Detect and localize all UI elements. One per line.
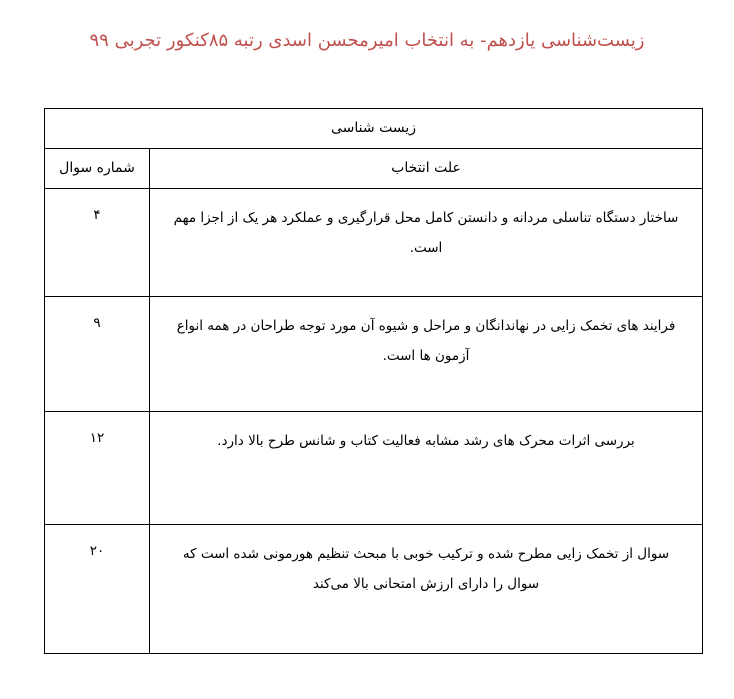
column-header-number-label: شماره سوال bbox=[59, 160, 135, 176]
reason-cell: ساختار دستگاه تناسلی مردانه و دانستن کامل محل قرارگیری و عملکرد هر یک از اجزا مهم است. bbox=[150, 189, 703, 297]
question-table-container bbox=[45, 108, 703, 654]
question-number-cell: ۲۰ bbox=[45, 525, 150, 654]
reason-cell: بررسی اثرات محرک های رشد مشابه فعالیت کتاب و شانس طرح بالا دارد. bbox=[150, 412, 703, 525]
table-row bbox=[45, 525, 703, 654]
reason-cell: فرایند های تخمک زایی در نهاندانگان و مراحل و شیوه آن مورد توجه طراحان در همه انواع آزمون ها است. bbox=[150, 297, 703, 412]
question-number-cell: ۱۲ bbox=[45, 412, 150, 525]
reason-cell: سوال از تخمک زایی مطرح شده و ترکیب خوبی با مبحث تنظیم هورمونی شده است که سوال را دارای ارزش امتحانی بالا می‌کند bbox=[150, 525, 703, 654]
subject-banner-cell bbox=[45, 109, 703, 149]
table-row bbox=[45, 297, 703, 412]
question-selection-table bbox=[44, 108, 703, 654]
table-header-row bbox=[45, 149, 703, 189]
subject-banner-label: زیست شناسی bbox=[331, 120, 416, 136]
column-header-reason-label: علت انتخاب bbox=[391, 160, 461, 176]
question-number-cell: ۹ bbox=[45, 297, 150, 412]
column-header-reason bbox=[150, 149, 703, 189]
table-row bbox=[45, 412, 703, 525]
table-row bbox=[45, 189, 703, 297]
question-number-cell: ۴ bbox=[45, 189, 150, 297]
table-subject-row bbox=[45, 109, 703, 149]
column-header-number bbox=[45, 149, 150, 189]
page-title: زیست‌شناسی یازدهم- به انتخاب امیرمحسن اسدی رتبه ۸۵کنکور تجربی ۹۹ bbox=[89, 30, 645, 51]
